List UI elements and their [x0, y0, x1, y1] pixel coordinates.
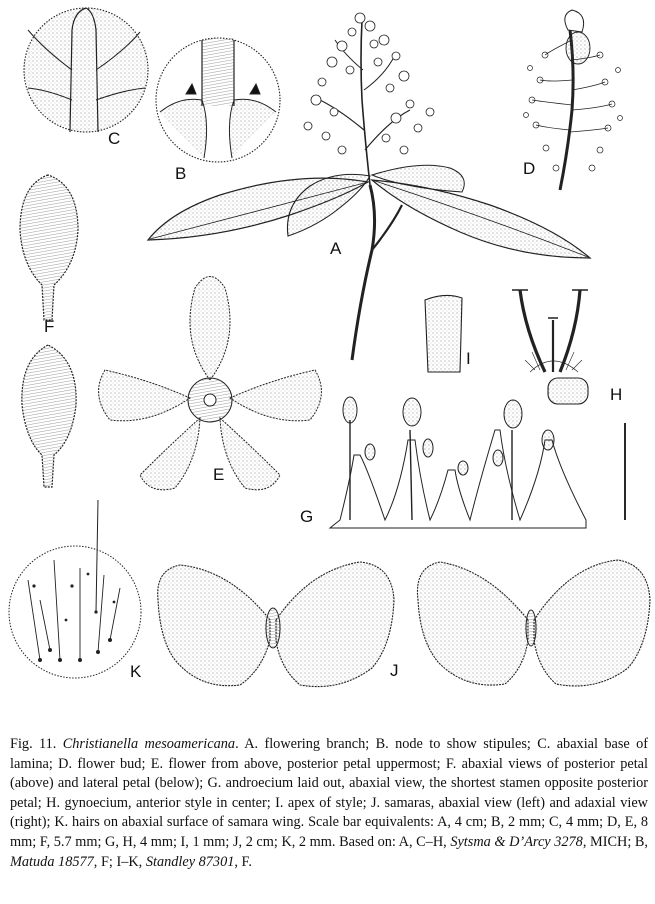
caption-taxon-name: Christianella mesoamericana — [62, 736, 236, 752]
panel-label-b: B — [175, 164, 187, 183]
panel-g-androecium — [330, 397, 586, 528]
panel-label-f: F — [44, 317, 55, 336]
panel-label-d: D — [523, 159, 536, 178]
panel-j-samara-abaxial — [158, 562, 394, 687]
panel-label-g: G — [300, 507, 314, 526]
panel-k-hairs — [9, 500, 142, 681]
panel-e-flower — [99, 277, 322, 490]
panel-c-lamina-base — [24, 8, 148, 132]
panel-label-h: H — [610, 385, 623, 404]
panel-label-c: C — [108, 129, 121, 148]
panel-i-style-apex — [425, 295, 462, 372]
panel-j-samara-adaxial — [417, 560, 650, 686]
caption-text: , F; I–K, — [93, 853, 146, 870]
panel-label-k: K — [130, 662, 142, 681]
caption-collector: Sytsma & D’Arcy 3278 — [450, 833, 583, 850]
panel-label-i: I — [466, 349, 471, 368]
caption-text: . A. flowering branch; B. node to show stipules; C. abaxial base of lamina; D. flower bud; E. flower from above, posterior petal uppermost; F. abaxial views of posterior petal (above) and lateral petal (below); G. androecium laid out, abaxial view, the shortest stamen opposite posterior petal; H. gynoecium, anterior style in center; I. apex of style; J. samaras, abaxial view (left) and adaxial view (right); K. hairs on abaxial surface of samara wing. Scale bar equivalents: A, 4 cm; B, 2 mm; C, 4 mm; D, E, 8 mm; F, 5.7 mm; G, H, 4 mm; I, 1 mm; J, 2 cm; K, 2 mm. Based on: A, C–H, — [10, 736, 649, 850]
panel-d-flower-bud — [524, 10, 623, 190]
caption-text: , MICH; B, — [582, 833, 649, 850]
figure-caption — [10, 735, 648, 872]
panel-label-j: J — [390, 661, 399, 680]
caption-collector: Matuda 18577 — [10, 853, 94, 870]
panel-h-gynoecium — [512, 290, 588, 404]
panel-b-node-stipules — [156, 38, 280, 162]
panel-label-e: E — [213, 465, 225, 484]
caption-fig-number: Fig. 11. — [10, 736, 57, 752]
caption-collector: Standley 87301 — [145, 853, 235, 870]
panel-label-a: A — [330, 239, 342, 258]
caption-text: , F. — [234, 853, 252, 870]
